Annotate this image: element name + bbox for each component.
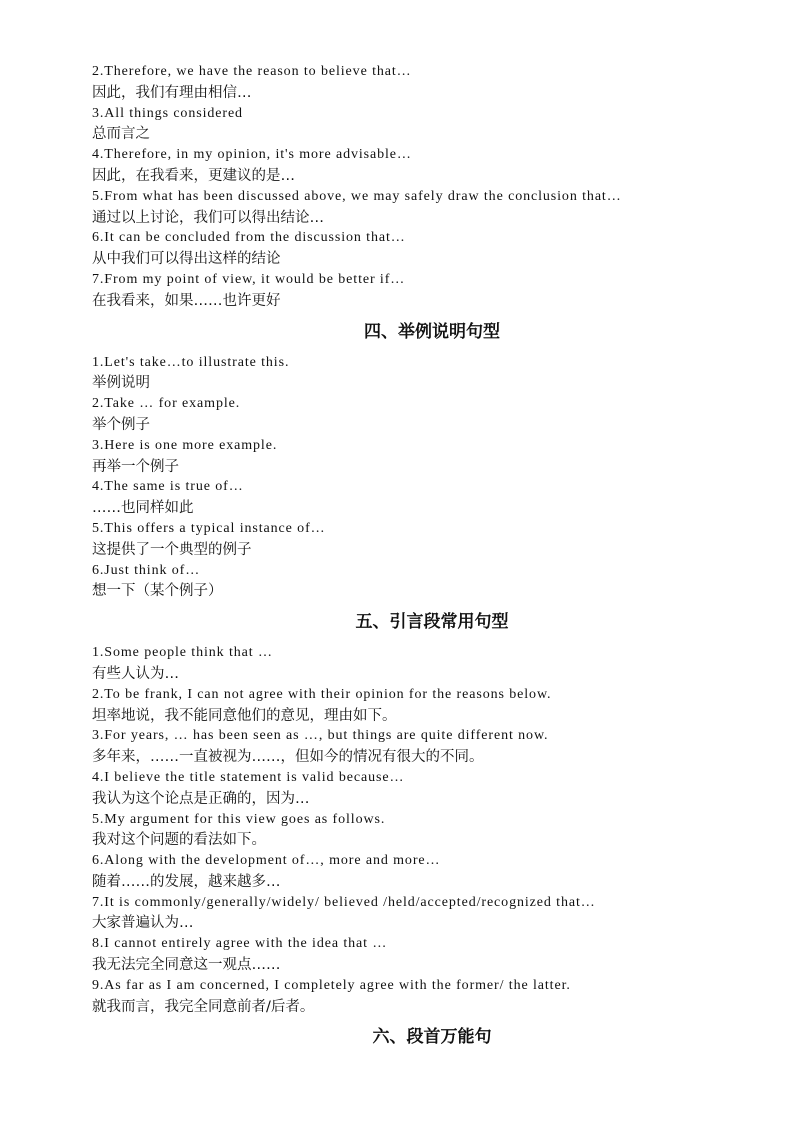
- english-phrase: 3.Here is one more example.: [92, 437, 278, 453]
- english-phrase: 1.Some people think that …: [92, 645, 273, 661]
- chinese-translation: 我无法完全同意这一观点……: [92, 957, 281, 974]
- chinese-translation: 我认为这个论点是正确的，因为…: [92, 790, 310, 807]
- english-phrase: 6.It can be concluded from the discussion that…: [92, 230, 406, 246]
- chinese-translation: 我对这个问题的看法如下。: [92, 832, 266, 849]
- chinese-translation: 随着……的发展，越来越多…: [92, 873, 281, 890]
- english-phrase: 2.Therefore, we have the reason to believe that…: [92, 64, 412, 79]
- english-phrase: 1.Let's take…to illustrate this.: [92, 354, 290, 370]
- section: [92, 1027, 752, 1047]
- english-phrase: 7.It is commonly/generally/widely/ believed /held/accepted/recognized that…: [92, 894, 596, 910]
- english-phrase: 5.This offers a typical instance of…: [92, 520, 326, 536]
- section: [92, 322, 752, 603]
- english-phrase: 3.For years, … has been seen as …, but things are quite different now.: [92, 728, 549, 744]
- english-phrase: 5.My argument for this view goes as follows.: [92, 811, 386, 827]
- chinese-translation: 就我而言，我完全同意前者/后者。: [92, 998, 315, 1015]
- english-phrase: 7.From my point of view, it would be better if…: [92, 271, 406, 287]
- english-phrase: 6.Just think of…: [92, 562, 201, 578]
- section-heading: 五、引言段常用句型: [355, 612, 509, 633]
- section-heading: 六、段首万能句: [372, 1027, 492, 1048]
- english-phrase: 4.I believe the title statement is valid because…: [92, 769, 405, 785]
- document-page: [92, 62, 752, 1058]
- english-phrase: 5.From what has been discussed above, we may safely draw the conclusion that…: [92, 188, 622, 204]
- english-phrase: 2.To be frank, I can not agree with their opinion for the reasons below.: [92, 686, 552, 702]
- chinese-translation: 想一下（某个例子）: [92, 583, 223, 600]
- chinese-translation: 多年来，……一直被视为……，但如今的情况有很大的不同。: [92, 749, 484, 766]
- chinese-translation: ……也同样如此: [92, 500, 194, 517]
- section-heading: 四、举例说明句型: [364, 321, 500, 342]
- chinese-translation: 在我看来，如果……也许更好: [92, 292, 281, 309]
- english-phrase: 9.As far as I am concerned, I completely agree with the former/ the latter.: [92, 977, 571, 993]
- english-phrase: 8.I cannot entirely agree with the idea that …: [92, 936, 388, 952]
- chinese-translation: 通过以上讨论，我们可以得出结论…: [92, 209, 324, 226]
- section: [92, 62, 752, 312]
- chinese-translation: 举个例子: [92, 416, 150, 433]
- section: [92, 612, 752, 1017]
- english-phrase: 2.Take … for example.: [92, 396, 241, 412]
- english-phrase: 3.All things considered: [92, 105, 243, 121]
- chinese-translation: 有些人认为…: [92, 665, 179, 682]
- chinese-translation: 再举一个例子: [92, 458, 179, 475]
- english-phrase: 4.The same is true of…: [92, 479, 244, 495]
- chinese-translation: 从中我们可以得出这样的结论: [92, 251, 281, 268]
- chinese-translation: 举例说明: [92, 375, 150, 392]
- english-phrase: 6.Along with the development of…, more and more…: [92, 853, 441, 869]
- chinese-translation: 坦率地说，我不能同意他们的意见，理由如下。: [92, 707, 397, 724]
- english-phrase: 4.Therefore, in my opinion, it's more advisable…: [92, 147, 412, 163]
- chinese-translation: 这提供了一个典型的例子: [92, 541, 252, 558]
- chinese-translation: 因此，在我看来，更建议的是…: [92, 167, 295, 184]
- chinese-translation: 因此，我们有理由相信…: [92, 84, 252, 101]
- chinese-translation: 大家普遍认为…: [92, 915, 194, 932]
- chinese-translation: 总而言之: [92, 126, 150, 143]
